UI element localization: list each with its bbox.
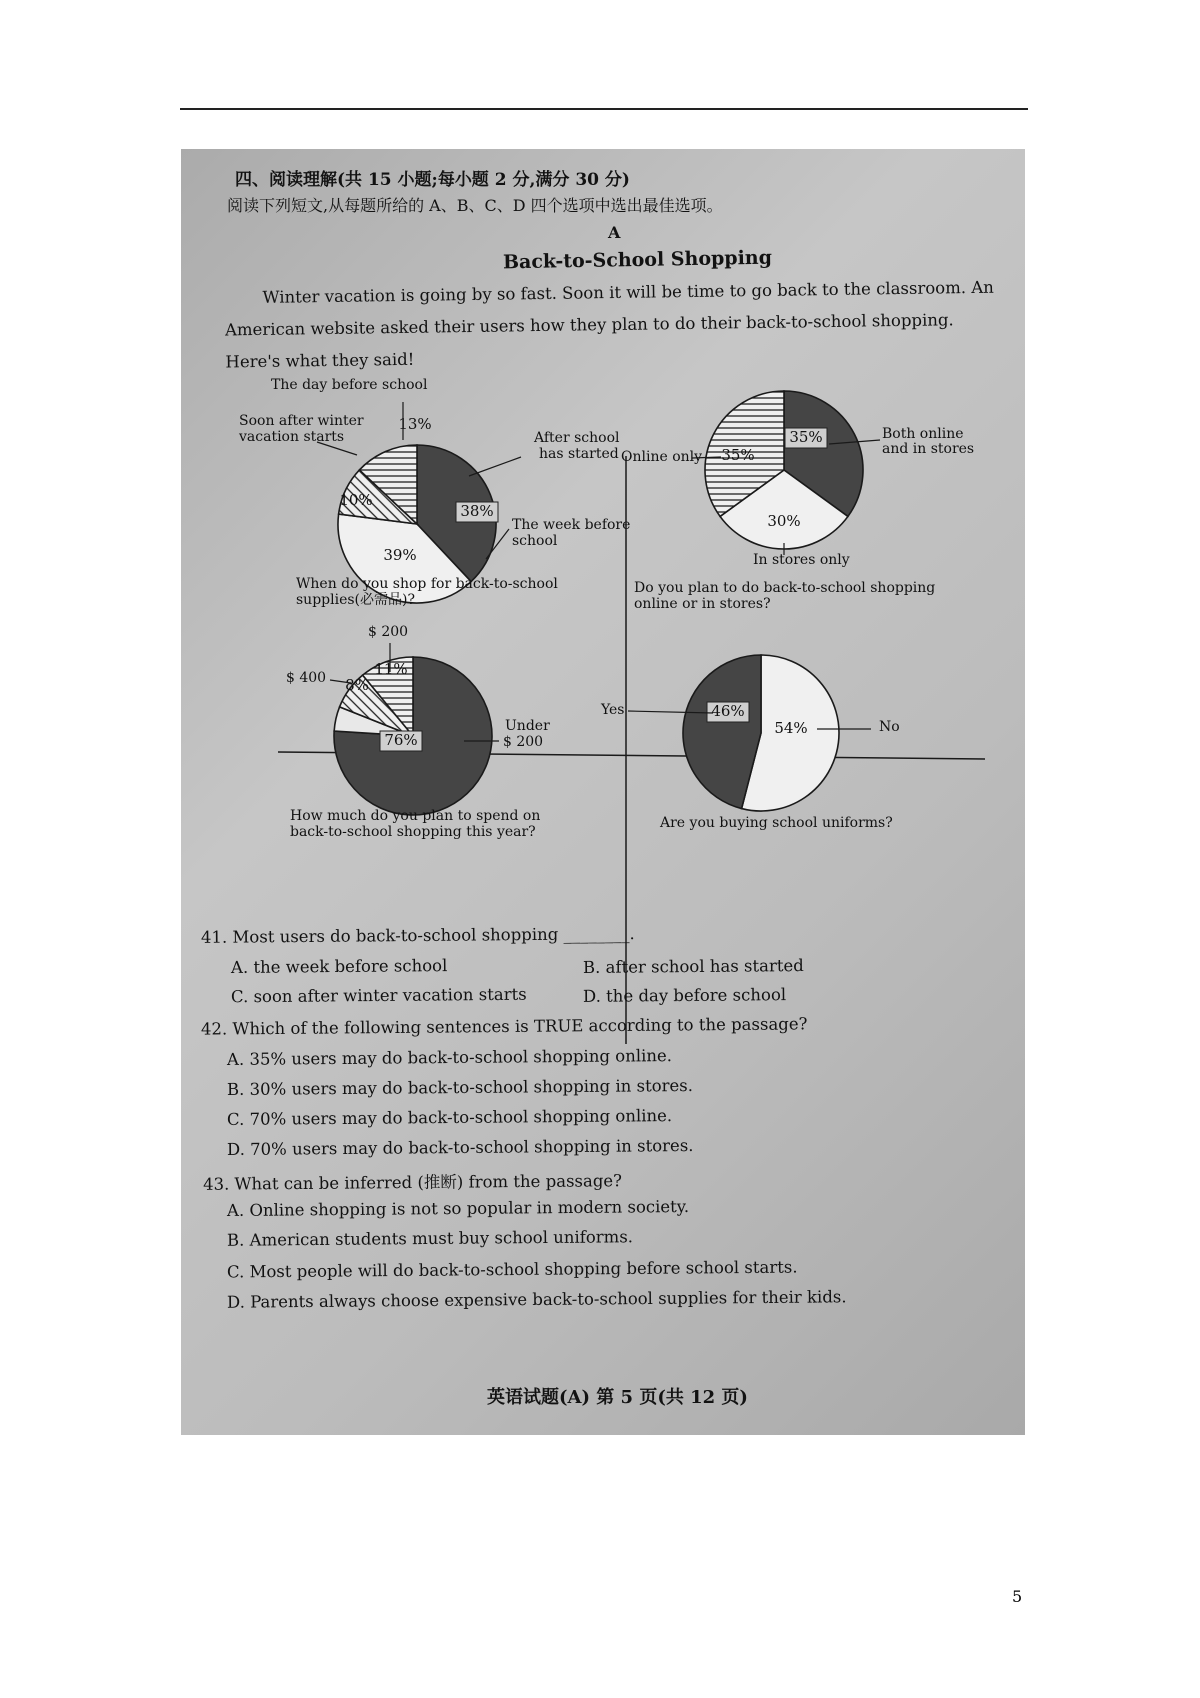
callout-label: $ 400 [286,670,327,686]
chart-question: supplies(必需品)? [296,592,415,608]
callout-label: vacation starts [239,429,345,445]
callout-label: has started [539,446,619,462]
section-instruction: 阅读下列短文,从每题所给的 A、B、C、D 四个选项中选出最佳选项。 [227,196,723,215]
value-label: 38% [460,502,494,520]
callout-label: The day before school [271,377,428,393]
question-stem [201,924,635,947]
answer-option: C. Most people will do back-to-school shopping before school starts. [226,1257,798,1282]
callout-label: After school [534,430,620,446]
answer-option: D. 70% users may do back-to-school shopping in stores. [226,1135,694,1160]
pie-chart-3 [286,624,550,840]
callout-label: Yes [601,702,625,718]
callout-label: Both online [882,426,964,442]
chart-question: back-to-school shopping this year? [290,824,536,840]
value-label: 46% [711,702,745,720]
answer-option: B. after school has started [582,956,804,977]
leader-line [469,457,521,476]
chart-question: Do you plan to do back-to-school shopping [634,580,936,596]
chart-question: Are you buying school uniforms? [660,815,893,831]
question-stem-text: 41. Most users do back-to-school shopping [200,924,559,947]
answer-option: D. Parents always choose expensive back-to-school supplies for their kids. [226,1287,847,1312]
answer-option: D. the day before school [582,985,787,1006]
question-stem: 43. What can be inferred (推断) from the passage? [202,1171,623,1194]
callout-label: Under [505,718,550,734]
header-rule [180,108,1028,110]
callout-label: $ 200 [503,734,544,750]
answer-option: B. American students must buy school uniforms. [226,1227,634,1250]
passage-intro: Winter vacation is going by so fast. Soon it will be time to go back to the classroom. An American website asked their users how they plan to do their back-to-school shopping. Here's what they said! [224,277,994,372]
value-label: 54% [774,719,808,737]
value-label: 30% [767,512,801,530]
value-label: 8% [345,676,369,694]
answer-option: C. 70% users may do back-to-school shopping online. [226,1106,673,1129]
callout-label: The week before [512,517,631,533]
callout-label: In stores only [753,552,850,568]
pie-chart-4 [600,655,900,831]
answer-blank: ________. [563,924,635,944]
callout-label: No [879,719,900,735]
page-number: 5 [1012,1587,1023,1606]
chart-question: How much do you plan to spend on [290,808,541,824]
value-label: 10% [339,491,373,509]
question-stem: 42. Which of the following sentences is TRUE according to the passage? [200,1014,808,1039]
chart-question: When do you shop for back-to-school [296,576,558,592]
answer-option: A. the week before school [230,956,448,977]
value-label: 35% [721,446,755,464]
answer-option: C. soon after winter vacation starts [230,984,527,1007]
scanned-exam-page [181,149,1025,1435]
value-label: 11% [374,660,408,678]
pie-chart-2 [621,391,974,612]
page-footer: 英语试题(A) 第 5 页(共 12 页) [487,1387,748,1408]
answer-option: A. Online shopping is not so popular in modern society. [226,1196,690,1221]
value-label: 35% [789,428,823,446]
value-label: 76% [384,731,418,749]
section-heading: 四、阅读理解(共 15 小题;每小题 2 分,满分 30 分) [235,170,630,190]
passage-letter: A [608,223,621,242]
callout-label: $ 200 [368,624,409,640]
callout-label: Online only [621,449,703,465]
answer-option: B. 30% users may do back-to-school shopping in stores. [226,1075,694,1100]
value-label: 13% [398,415,432,433]
chart-question: online or in stores? [634,596,771,612]
callout-label: school [512,533,558,549]
pie-chart-1 [238,377,630,608]
callout-label: Soon after winter [239,413,364,429]
answer-option: A. 35% users may do back-to-school shopping online. [226,1046,673,1069]
callout-label: and in stores [882,441,975,457]
passage-title: Back-to-School Shopping [502,246,773,274]
value-label: 39% [383,546,417,564]
